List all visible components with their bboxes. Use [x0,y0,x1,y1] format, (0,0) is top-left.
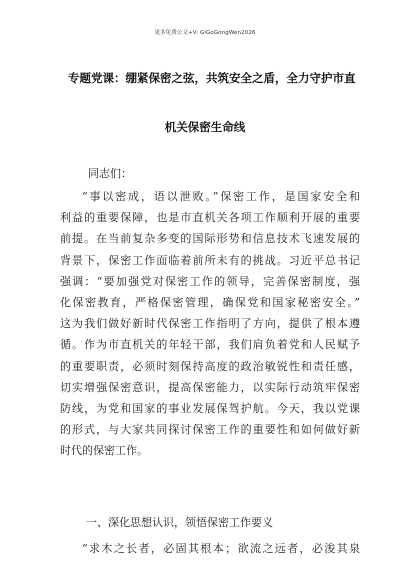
paragraph-2 [60,538,360,559]
document-title-line-1: 专题党课：绷紧保密之弦，共筑安全之盾，全力守护市直 [68,71,356,85]
paragraph-line: 的重要职责，必须时刻保持高度的政治敏锐性和责任感， [60,359,360,373]
paragraph-line: 背景下，保密工作面临着前所未有的挑战。习近平总书记 [60,253,360,267]
paragraph-line: 的形式，与大家共同探讨保密工作的重要性和如何做好新 [60,423,360,437]
paragraph-1 [60,186,360,461]
paragraph-line: 利益的重要保障，也是市直机关各项工作顺利开展的重要 [60,211,360,225]
salutation: 同志们： [88,167,132,180]
paragraph-line: 循。作为市直机关的年轻干部，我们肩负着党和人民赋予 [60,338,360,352]
header-note: 更多免费公文+V: GiGoGongWen2026 [154,30,256,36]
paragraph-line: 强调：“要加强党对保密工作的领导，完善保密制度，强 [60,274,360,288]
paragraph-line: 这为我们做好新时代保密工作指明了方向，提供了根本遵 [60,317,360,331]
paragraph-line: 化保密教育，严格保密管理，确保党和国家秘密安全。” [60,295,360,309]
paragraph-line: “求木之长者，必固其根本；欲流之远者，必浚其泉 [82,542,360,555]
paragraph-line: 防线，为党和国家的事业发展保驾护航。今天，我以党课 [60,401,360,415]
paragraph-line: 时代的保密工作。 [60,444,148,458]
paragraph-line: 切实增强保密意识，提高保密能力，以实际行动筑牢保密 [60,380,360,394]
document-title-line-2: 机关保密生命线 [164,120,246,134]
paragraph-line: 前提。在当前复杂多变的国际形势和信息技术飞速发展的 [60,232,360,246]
section-heading-1: 一、深化思想认识，领悟保密工作要义 [86,516,273,529]
paragraph-line: “事以密成，语以泄败。”保密工作，是国家安全和 [82,190,360,203]
